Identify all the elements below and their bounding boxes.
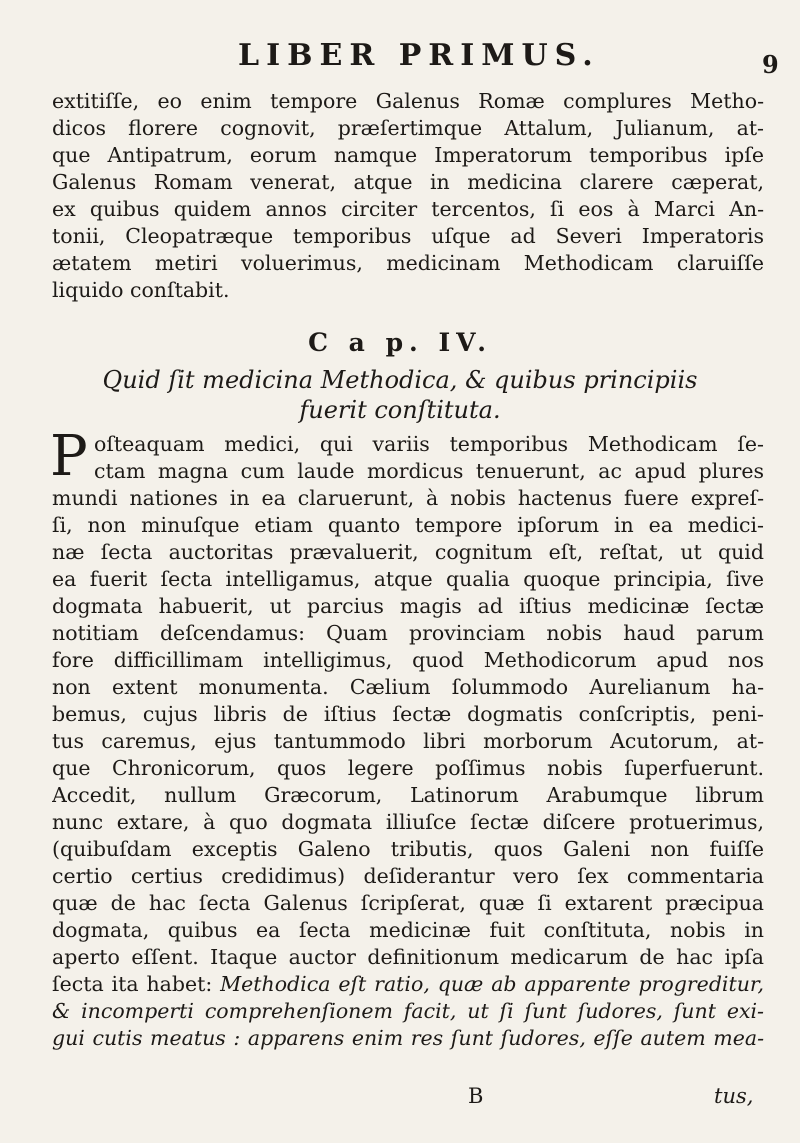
text-line: liquido conſtabit. [52, 278, 230, 302]
text-line: tus caremus, ejus tantummodo libri morborum Acutorum, at- [52, 729, 764, 753]
text-line: nunc extare, à quo dogmata illiuſce ſectæ diſcere protuerimus, [52, 810, 764, 834]
text-line: gui cutis meatus : apparens enim res ſunt ſudores, eſſe autem mea- [52, 1026, 764, 1050]
chapter-heading: C a p. IV. [308, 328, 492, 357]
text-line: ſi, non minuſque etiam quanto tempore ipſorum in ea medici- [52, 513, 764, 537]
chapter-title-line: fuerit conſtituta. [299, 396, 501, 424]
text-line: fore difficillimam intelligimus, quod Methodicorum apud nos [52, 648, 764, 672]
text-line: dicos florere cognovit, præſertimque Attalum, Julianum, at- [52, 116, 764, 140]
catchword: tus, [714, 1084, 754, 1108]
chapter-body [50, 424, 764, 1052]
text-line: næ ſecta auctoritas prævaluerit, cognitum eſt, reſtat, ut quid [52, 540, 764, 564]
text-line: non extent monumenta. Cælium ſolummodo Aurelianum ha- [52, 675, 764, 699]
text-line: (quibuſdam exceptis Galeno tributis, quos Galeni non fuiſſe [52, 837, 764, 861]
text-line: dogmata, quibus ea ſecta medicinæ fuit conſtituta, nobis in [52, 918, 764, 942]
text-line: ea fuerit ſecta intelligamus, atque qualia quoque principia, ſive [52, 567, 764, 591]
text-line: bemus, cujus libris de iſtius ſectæ dogmatis conſcriptis, peni- [52, 702, 764, 726]
opening-text [52, 88, 764, 304]
text-line: quæ de hac ſecta Galenus ſcripſerat, quæ ſi extarent præcipua [52, 891, 764, 915]
text-line: aperto eſſent. Itaque auctor definitionum medicarum de hac ipſa [52, 945, 764, 969]
text-line: que Antipatrum, eorum namque Imperatorum temporibus ipſe [52, 143, 764, 167]
text-italic: Methodica eſt ratio, quæ ab apparente progreditur, [220, 972, 764, 996]
text-line-mixed [52, 971, 764, 998]
signature-mark: B [468, 1084, 484, 1108]
drop-cap: P [50, 424, 88, 489]
text-line: & incomperti comprehenſionem facit, ut ſi ſunt ſudores, ſunt exi- [52, 999, 764, 1023]
text-roman: ſecta ita habet: [52, 972, 221, 996]
text-line: dogmata habuerit, ut parcius magis ad iſtius medicinæ ſectæ [52, 594, 764, 618]
chapter-title-line: Quid ſit medicina Methodica, & quibus principiis [102, 366, 698, 394]
page-number: 9 [762, 50, 779, 79]
text-line: oſteaquam medici, qui variis temporibus Methodicam ſe- [94, 432, 764, 456]
text-line: extitiſſe, eo enim tempore Galenus Romæ complures Metho- [52, 89, 764, 113]
text-line: certio certius credidimus) deſiderantur vero ſex commentaria [52, 864, 764, 888]
text-line: mundi nationes in ea claruerunt, à nobis hactenus fuere expreſ- [52, 486, 764, 510]
running-title: LIBER PRIMUS. [238, 38, 600, 73]
text-line: notitiam deſcendamus: Quam provinciam nobis haud parum [52, 621, 764, 645]
text-line: ex quibus quidem annos circiter tercentos, ſi eos à Marci An- [52, 197, 764, 221]
text-line: ctam magna cum laude mordicus tenuerunt, ac apud plures [94, 459, 764, 483]
text-line: Accedit, nullum Græcorum, Latinorum Arabumque librum [52, 783, 764, 807]
text-line: tonii, Cleopatræque temporibus uſque ad Severi Imperatoris [52, 224, 764, 248]
text-line: que Chronicorum, quos legere poſſimus nobis ſuperfuerunt. [52, 756, 764, 780]
text-line: ætatem metiri voluerimus, medicinam Methodicam claruiſſe [52, 251, 764, 275]
text-line: Galenus Romam venerat, atque in medicina clarere cæperat, [52, 170, 764, 194]
